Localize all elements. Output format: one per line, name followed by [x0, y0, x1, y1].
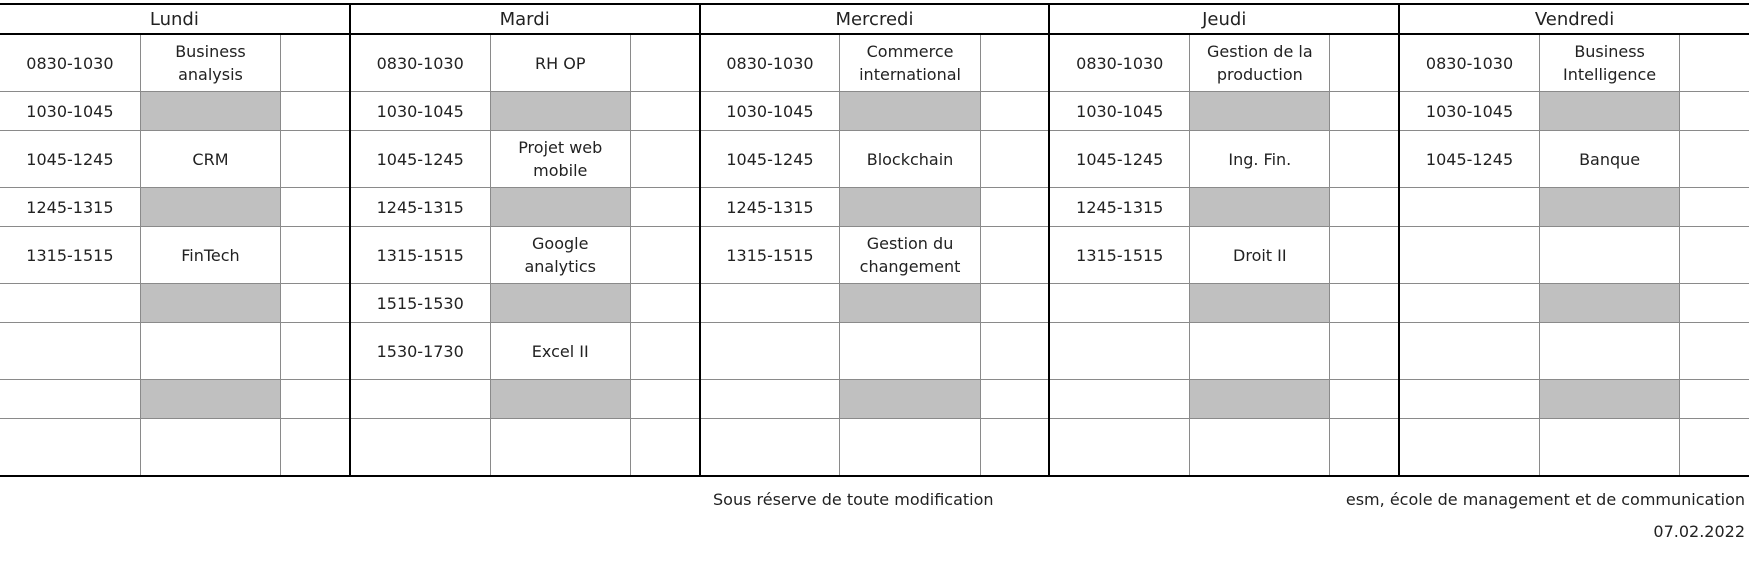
schedule-row	[0, 323, 1749, 380]
time-slot-jeudi: 1245-1315	[1049, 188, 1189, 227]
empty-cell-mercredi	[980, 323, 1049, 380]
time-slot-vendredi: 0830-1030	[1399, 34, 1539, 92]
time-slot-lundi: 1045-1245	[0, 131, 140, 188]
time-slot-mercredi	[700, 323, 840, 380]
empty-cell-jeudi	[1330, 34, 1399, 92]
empty-cell-lundi	[281, 188, 350, 227]
time-slot-vendredi	[1399, 227, 1539, 284]
empty-cell-jeudi	[1330, 188, 1399, 227]
schedule-row	[0, 380, 1749, 419]
course-cell-vendredi	[1539, 92, 1679, 131]
course-cell-lundi	[140, 323, 280, 380]
time-slot-lundi: 1245-1315	[0, 188, 140, 227]
schedule-row	[0, 419, 1749, 477]
course-cell-mercredi	[840, 92, 980, 131]
time-slot-jeudi	[1049, 380, 1189, 419]
empty-cell-vendredi	[1680, 131, 1749, 188]
course-cell-lundi: Business analysis	[140, 34, 280, 92]
course-cell-mercredi: Commerce international	[840, 34, 980, 92]
course-cell-lundi	[140, 380, 280, 419]
course-cell-mardi: RH OP	[490, 34, 630, 92]
course-cell-lundi	[140, 419, 280, 477]
time-slot-jeudi	[1049, 323, 1189, 380]
time-slot-mardi: 1315-1515	[350, 227, 490, 284]
time-slot-mercredi	[700, 419, 840, 477]
course-cell-vendredi	[1539, 419, 1679, 477]
course-cell-mercredi	[840, 419, 980, 477]
time-slot-mercredi: 1315-1515	[700, 227, 840, 284]
course-cell-mercredi	[840, 284, 980, 323]
time-slot-jeudi: 1045-1245	[1049, 131, 1189, 188]
empty-cell-mercredi	[980, 131, 1049, 188]
disclaimer-note: Sous réserve de toute modification	[713, 490, 994, 509]
schedule-date: 07.02.2022	[1653, 522, 1745, 541]
empty-cell-jeudi	[1330, 323, 1399, 380]
time-slot-vendredi	[1399, 323, 1539, 380]
course-cell-vendredi	[1539, 188, 1679, 227]
time-slot-mercredi	[700, 284, 840, 323]
day-header-mercredi: Mercredi	[700, 4, 1050, 34]
time-slot-mercredi: 1045-1245	[700, 131, 840, 188]
empty-cell-lundi	[281, 323, 350, 380]
time-slot-mercredi: 0830-1030	[700, 34, 840, 92]
course-cell-mardi	[490, 419, 630, 477]
day-header-lundi: Lundi	[0, 4, 350, 34]
empty-cell-mardi	[630, 34, 699, 92]
course-cell-jeudi: Gestion de la production	[1190, 34, 1330, 92]
empty-cell-lundi	[281, 227, 350, 284]
time-slot-mercredi: 1030-1045	[700, 92, 840, 131]
course-cell-mercredi: Gestion du changement	[840, 227, 980, 284]
time-slot-lundi: 1030-1045	[0, 92, 140, 131]
weekly-schedule-table	[0, 3, 1749, 477]
course-cell-jeudi	[1190, 380, 1330, 419]
empty-cell-vendredi	[1680, 34, 1749, 92]
day-header-jeudi: Jeudi	[1049, 4, 1399, 34]
course-cell-mercredi	[840, 380, 980, 419]
empty-cell-mercredi	[980, 419, 1049, 477]
course-cell-mercredi: Blockchain	[840, 131, 980, 188]
course-cell-mardi: Google analytics	[490, 227, 630, 284]
time-slot-vendredi	[1399, 419, 1539, 477]
schedule-row	[0, 131, 1749, 188]
course-cell-vendredi: Banque	[1539, 131, 1679, 188]
course-cell-jeudi	[1190, 92, 1330, 131]
course-cell-vendredi	[1539, 380, 1679, 419]
time-slot-lundi: 0830-1030	[0, 34, 140, 92]
time-slot-jeudi	[1049, 284, 1189, 323]
course-cell-mardi: Excel II	[490, 323, 630, 380]
empty-cell-lundi	[281, 131, 350, 188]
empty-cell-mardi	[630, 227, 699, 284]
time-slot-mercredi	[700, 380, 840, 419]
empty-cell-lundi	[281, 419, 350, 477]
empty-cell-mardi	[630, 323, 699, 380]
empty-cell-vendredi	[1680, 92, 1749, 131]
empty-cell-mercredi	[980, 380, 1049, 419]
course-cell-jeudi	[1190, 419, 1330, 477]
course-cell-lundi	[140, 188, 280, 227]
empty-cell-jeudi	[1330, 380, 1399, 419]
schedule-row	[0, 227, 1749, 284]
empty-cell-lundi	[281, 92, 350, 131]
day-header-row	[0, 4, 1749, 34]
empty-cell-jeudi	[1330, 131, 1399, 188]
schedule-body	[0, 34, 1749, 476]
course-cell-mardi: Projet web mobile	[490, 131, 630, 188]
time-slot-mardi: 0830-1030	[350, 34, 490, 92]
course-cell-mercredi	[840, 323, 980, 380]
time-slot-mardi: 1515-1530	[350, 284, 490, 323]
schedule-row	[0, 284, 1749, 323]
time-slot-lundi	[0, 380, 140, 419]
course-cell-mardi	[490, 92, 630, 131]
time-slot-mardi	[350, 419, 490, 477]
course-cell-jeudi	[1190, 188, 1330, 227]
course-cell-lundi	[140, 92, 280, 131]
course-cell-lundi	[140, 284, 280, 323]
course-cell-vendredi	[1539, 323, 1679, 380]
schedule-row	[0, 92, 1749, 131]
schedule-row	[0, 34, 1749, 92]
empty-cell-jeudi	[1330, 284, 1399, 323]
empty-cell-lundi	[281, 380, 350, 419]
time-slot-vendredi: 1045-1245	[1399, 131, 1539, 188]
time-slot-lundi: 1315-1515	[0, 227, 140, 284]
empty-cell-mardi	[630, 284, 699, 323]
course-cell-jeudi: Droit II	[1190, 227, 1330, 284]
time-slot-jeudi: 1315-1515	[1049, 227, 1189, 284]
empty-cell-jeudi	[1330, 419, 1399, 477]
time-slot-vendredi	[1399, 284, 1539, 323]
time-slot-jeudi: 0830-1030	[1049, 34, 1189, 92]
course-cell-mercredi	[840, 188, 980, 227]
time-slot-jeudi: 1030-1045	[1049, 92, 1189, 131]
empty-cell-vendredi	[1680, 323, 1749, 380]
time-slot-mardi: 1245-1315	[350, 188, 490, 227]
empty-cell-vendredi	[1680, 380, 1749, 419]
empty-cell-mardi	[630, 380, 699, 419]
course-cell-mardi	[490, 380, 630, 419]
time-slot-mardi: 1530-1730	[350, 323, 490, 380]
empty-cell-jeudi	[1330, 227, 1399, 284]
course-cell-vendredi	[1539, 227, 1679, 284]
empty-cell-lundi	[281, 284, 350, 323]
day-header-vendredi: Vendredi	[1399, 4, 1749, 34]
time-slot-mardi	[350, 380, 490, 419]
course-cell-mardi	[490, 284, 630, 323]
time-slot-vendredi: 1030-1045	[1399, 92, 1539, 131]
time-slot-vendredi	[1399, 380, 1539, 419]
empty-cell-mardi	[630, 419, 699, 477]
empty-cell-vendredi	[1680, 188, 1749, 227]
time-slot-lundi	[0, 419, 140, 477]
time-slot-mardi: 1045-1245	[350, 131, 490, 188]
day-header-mardi: Mardi	[350, 4, 700, 34]
time-slot-vendredi	[1399, 188, 1539, 227]
empty-cell-lundi	[281, 34, 350, 92]
empty-cell-mardi	[630, 131, 699, 188]
time-slot-mardi: 1030-1045	[350, 92, 490, 131]
empty-cell-mardi	[630, 92, 699, 131]
empty-cell-vendredi	[1680, 284, 1749, 323]
school-name: esm, école de management et de communication	[1345, 490, 1745, 509]
empty-cell-vendredi	[1680, 419, 1749, 477]
empty-cell-mercredi	[980, 188, 1049, 227]
course-cell-vendredi: Business Intelligence	[1539, 34, 1679, 92]
course-cell-vendredi	[1539, 284, 1679, 323]
time-slot-mercredi: 1245-1315	[700, 188, 840, 227]
course-cell-lundi: FinTech	[140, 227, 280, 284]
time-slot-lundi	[0, 323, 140, 380]
course-cell-mardi	[490, 188, 630, 227]
empty-cell-mercredi	[980, 92, 1049, 131]
time-slot-jeudi	[1049, 419, 1189, 477]
course-cell-jeudi	[1190, 323, 1330, 380]
time-slot-lundi	[0, 284, 140, 323]
course-cell-lundi: CRM	[140, 131, 280, 188]
empty-cell-mercredi	[980, 284, 1049, 323]
empty-cell-jeudi	[1330, 92, 1399, 131]
course-cell-jeudi	[1190, 284, 1330, 323]
course-cell-jeudi: Ing. Fin.	[1190, 131, 1330, 188]
empty-cell-mercredi	[980, 34, 1049, 92]
schedule-row	[0, 188, 1749, 227]
empty-cell-mercredi	[980, 227, 1049, 284]
empty-cell-mardi	[630, 188, 699, 227]
empty-cell-vendredi	[1680, 227, 1749, 284]
